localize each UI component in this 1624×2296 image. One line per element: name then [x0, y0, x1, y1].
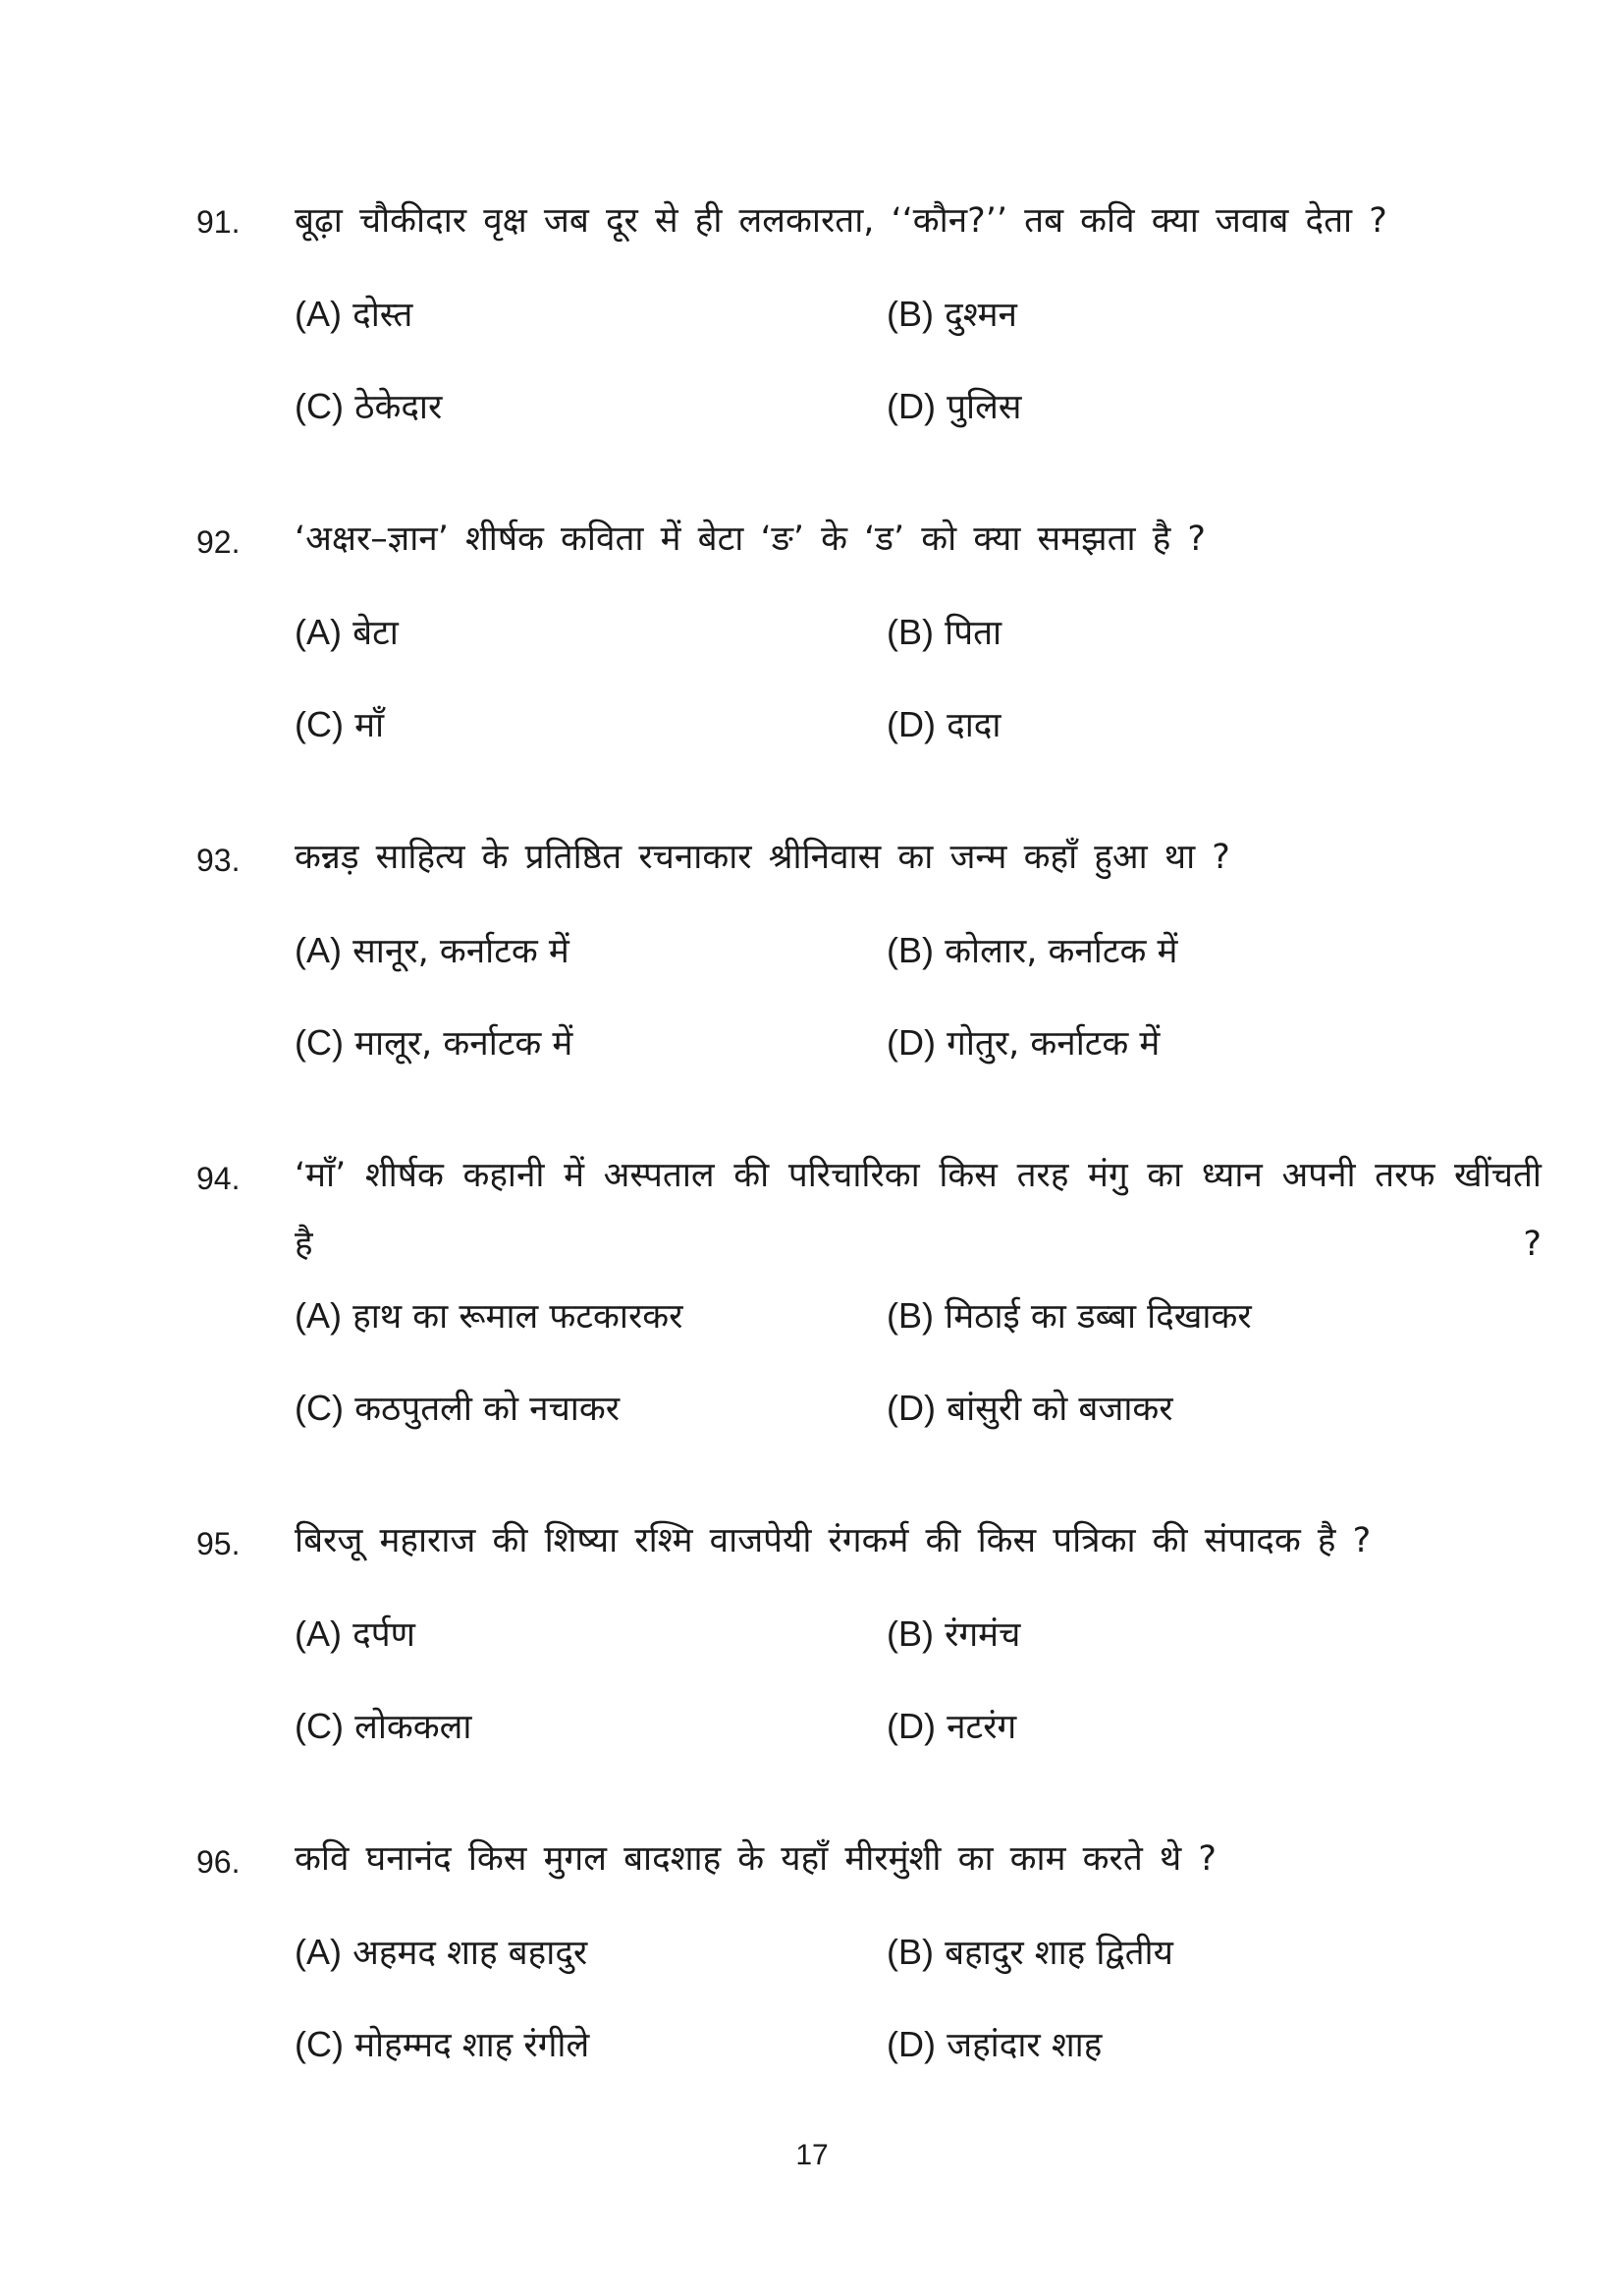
- option-d: [887, 2021, 1102, 2067]
- option-a: [295, 291, 412, 337]
- option-text: हाथ का रूमाल फटकारकर: [352, 1297, 683, 1337]
- option-text: मालूर, कर्नाटक में: [354, 1024, 573, 1064]
- option-text: नटरंग: [947, 1708, 1017, 1747]
- option-text: मिठाई का डब्बा दिखाकर: [945, 1297, 1252, 1337]
- question-number: 91.: [196, 204, 241, 240]
- question-number: 92.: [196, 524, 241, 560]
- option-label: (D): [887, 704, 936, 744]
- option-c: [295, 383, 442, 429]
- option-text: दुश्मन: [945, 296, 1017, 335]
- page-number: 17: [795, 2139, 829, 2171]
- option-d: [887, 701, 1001, 747]
- option-label: (A): [295, 1932, 342, 1972]
- option-label: (B): [887, 294, 934, 334]
- option-label: (C): [295, 1388, 344, 1428]
- option-text: ठेकेदार: [354, 388, 443, 427]
- option-text: बहादुर शाह द्वितीय: [945, 1934, 1173, 1973]
- option-text: कोलार, कर्नाटक में: [945, 932, 1178, 971]
- option-d: [887, 383, 1021, 429]
- question-text: कवि घनानंद किस मुगल बादशाह के यहाँ मीरमुंशी का काम करते थे ?: [295, 1839, 1217, 1879]
- option-b: [887, 1929, 1173, 1975]
- option-label: (B): [887, 930, 934, 970]
- option-label: (D): [887, 2024, 936, 2064]
- option-label: (A): [295, 612, 342, 652]
- option-d: [887, 1019, 1160, 1066]
- option-label: (D): [887, 386, 936, 426]
- option-label: (D): [887, 1388, 936, 1428]
- option-text: पुलिस: [947, 388, 1022, 427]
- option-label: (A): [295, 1613, 342, 1654]
- option-text: दर्पण: [352, 1615, 415, 1655]
- option-text: गोतुर, कर्नाटक में: [947, 1024, 1161, 1064]
- option-text: बांसुरी को बजाकर: [947, 1390, 1173, 1429]
- option-label: (C): [295, 2024, 344, 2064]
- question-text: ‘माँ’ शीर्षक कहानी में अस्पताल की परिचारिका किस तरह मंगु का ध्यान अपनी तरफ खींचती है ?: [295, 1156, 1542, 1264]
- option-b: [887, 609, 1001, 655]
- option-label: (B): [887, 612, 934, 652]
- option-text: बेटा: [352, 614, 399, 653]
- option-label: (C): [295, 1022, 344, 1063]
- question-text: बिरजू महाराज की शिष्या रश्मि वाजपेयी रंगकर्म की किस पत्रिका की संपादक है ?: [295, 1521, 1372, 1560]
- option-label: (B): [887, 1932, 934, 1972]
- option-a: [295, 1292, 682, 1339]
- option-text: लोककला: [354, 1708, 472, 1747]
- question-number: 96.: [196, 1844, 241, 1880]
- option-text: माँ: [354, 706, 385, 745]
- option-label: (C): [295, 1706, 344, 1746]
- option-label: (A): [295, 294, 342, 334]
- option-b: [887, 1292, 1252, 1339]
- option-c: [295, 1019, 572, 1066]
- question-number: 95.: [196, 1526, 241, 1561]
- option-label: (C): [295, 386, 344, 426]
- option-label: (A): [295, 930, 342, 970]
- option-label: (A): [295, 1295, 342, 1336]
- option-text: पिता: [945, 614, 1002, 653]
- option-b: [887, 927, 1177, 973]
- question-number: 93.: [196, 843, 241, 878]
- option-c: [295, 1703, 471, 1749]
- option-a: [295, 1611, 415, 1657]
- option-c: [295, 701, 384, 747]
- option-text: सानूर, कर्नाटक में: [352, 932, 569, 971]
- option-c: [295, 2021, 589, 2067]
- option-label: (D): [887, 1022, 936, 1063]
- option-d: [887, 1385, 1173, 1431]
- option-text: कठपुतली को नचाकर: [354, 1390, 621, 1429]
- option-label: (B): [887, 1295, 934, 1336]
- question-number: 94.: [196, 1161, 241, 1196]
- option-text: जहांदार शाह: [947, 2026, 1103, 2065]
- option-a: [295, 927, 569, 973]
- question-text: कन्नड़ साहित्य के प्रतिष्ठित रचनाकार श्रीनिवास का जन्म कहाँ हुआ था ?: [295, 838, 1230, 877]
- option-text: अहमद शाह बहादुर: [352, 1934, 588, 1973]
- option-a: [295, 609, 399, 655]
- question-text: बूढ़ा चौकीदार वृक्ष जब दूर से ही ललकारता, ‘‘कौन?’’ तब कवि क्या जवाब देता ?: [295, 201, 1387, 241]
- option-label: (D): [887, 1706, 936, 1746]
- question-text: ‘अक्षर–ज्ञान’ शीर्षक कविता में बेटा ‘ङ’ के ‘ड’ को क्या समझता है ?: [295, 519, 1207, 559]
- option-label: (C): [295, 704, 344, 744]
- option-d: [887, 1703, 1016, 1749]
- option-c: [295, 1385, 620, 1431]
- option-b: [887, 1611, 1020, 1657]
- option-text: दादा: [947, 706, 1001, 745]
- option-text: रंगमंच: [945, 1615, 1021, 1655]
- option-b: [887, 291, 1017, 337]
- option-text: मोहम्मद शाह रंगीले: [354, 2026, 590, 2065]
- option-text: दोस्त: [352, 296, 413, 335]
- option-a: [295, 1929, 587, 1975]
- option-label: (B): [887, 1613, 934, 1654]
